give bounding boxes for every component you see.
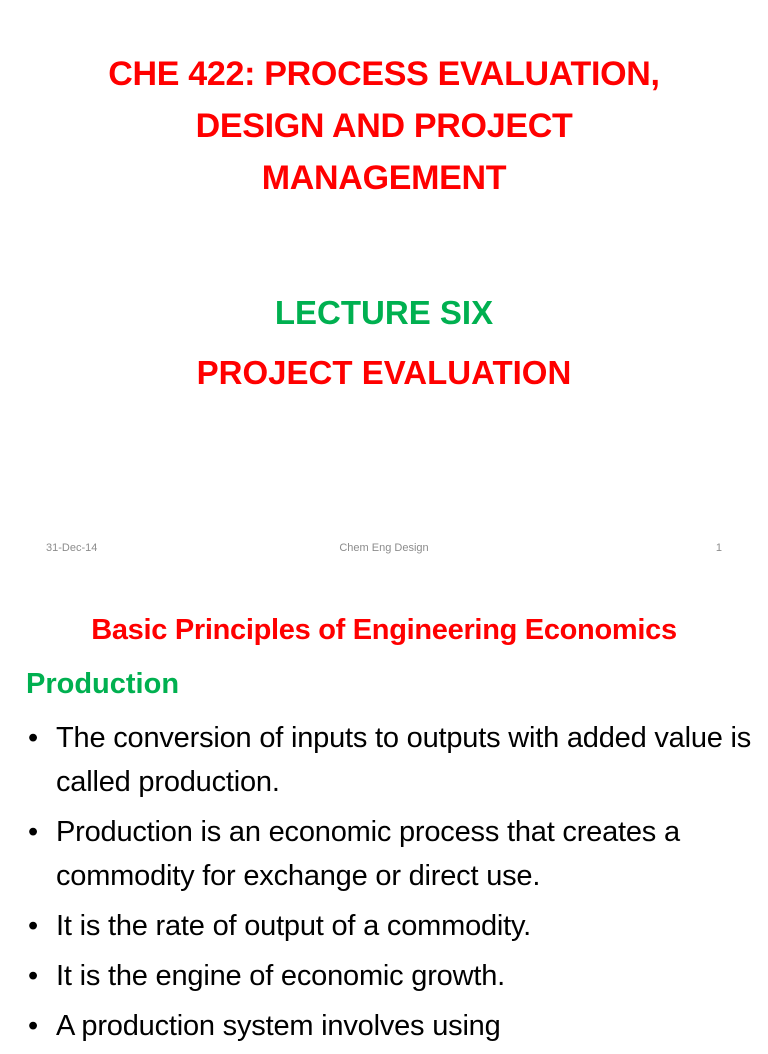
bullet-item bbox=[26, 1004, 762, 1048]
section-heading: Production bbox=[26, 668, 180, 700]
bullet-icon: • bbox=[28, 960, 38, 992]
footer-date: 31-Dec-14 bbox=[46, 542, 98, 554]
footer-page-number: 1 bbox=[715, 542, 722, 554]
lecture-topic: PROJECT EVALUATION bbox=[196, 354, 572, 391]
bullet-text: It is the rate of output of a commodity. bbox=[56, 910, 532, 942]
slide-title bbox=[40, 48, 728, 204]
bullet-item bbox=[26, 904, 762, 948]
bullet-list bbox=[26, 716, 762, 1054]
bullet-text: The conversion of inputs to outputs with added value is called production. bbox=[56, 722, 752, 798]
bullet-icon: • bbox=[28, 722, 38, 754]
bullet-item bbox=[26, 716, 762, 804]
footer-course: Chem Eng Design bbox=[339, 542, 429, 554]
slide-title-line-2: DESIGN AND PROJECT bbox=[195, 107, 573, 145]
slide-2 bbox=[0, 576, 768, 1042]
bullet-item bbox=[26, 954, 762, 998]
bullet-text: A production system involves using bbox=[56, 1010, 501, 1042]
slide-title-line-3: MANAGEMENT bbox=[261, 159, 507, 197]
bullet-icon: • bbox=[28, 1010, 38, 1042]
bullet-item bbox=[26, 810, 762, 898]
slide-heading: Basic Principles of Engineering Economics bbox=[91, 614, 677, 646]
bullet-icon: • bbox=[28, 910, 38, 942]
bullet-text: It is the engine of economic growth. bbox=[56, 960, 505, 992]
bullet-icon: • bbox=[28, 816, 38, 848]
slide-title-line-1: CHE 422: PROCESS EVALUATION, bbox=[108, 55, 660, 93]
bullet-text: Production is an economic process that creates a commodity for exchange or direct use. bbox=[56, 816, 680, 892]
lecture-number: LECTURE SIX bbox=[274, 294, 494, 331]
